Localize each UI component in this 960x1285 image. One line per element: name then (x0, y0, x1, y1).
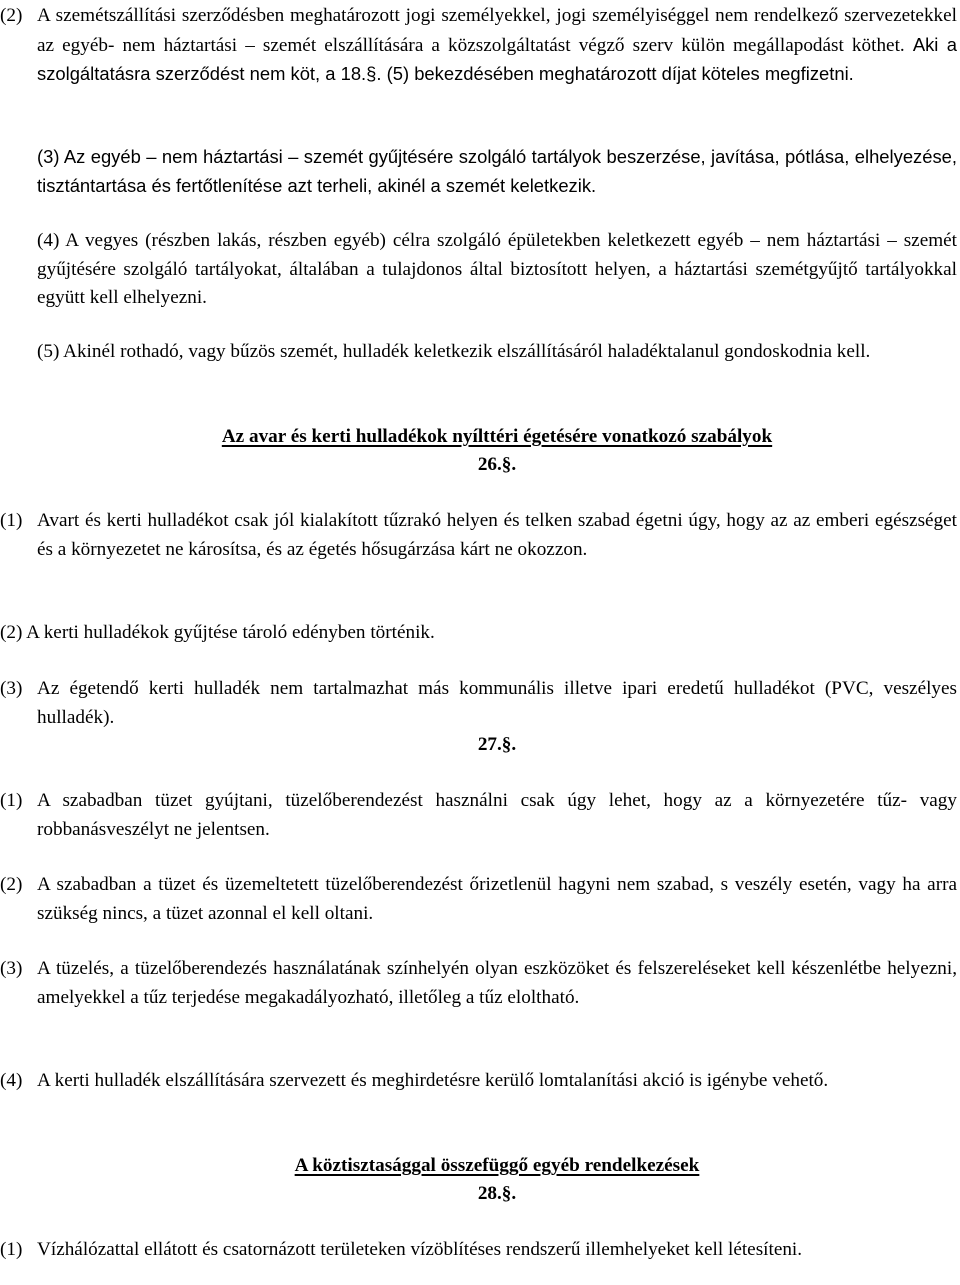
paragraph-label: (1) (0, 1239, 23, 1260)
paragraph-text-sans: Aki a szolgáltatásra szerződést nem köt, a 18.§. (5) bekezdésében meghatározott díjat köteles megfizetni. (37, 33, 958, 84)
paragraph-26-1 (0, 507, 957, 564)
paragraph-27-1 (0, 787, 957, 844)
paragraph-25-3: (3) Az egyéb – nem háztartási – szemét gyűjtésére szolgáló tartályok beszerzése, javítása, pótlása, elhelyezése, tisztántartása és fertőtlenítése azt terheli, akinél a szemét keletkezik. (37, 146, 957, 196)
paragraph-text: A szabadban tüzet gyújtani, tüzelőberendezést használni csak úgy lehet, hogy az a környezetére tűz- vagy robbanásveszélyt ne jelentsen. (37, 790, 957, 840)
paragraph-label: (2) (0, 5, 23, 26)
paragraph-27-4 (0, 1067, 957, 1096)
paragraph-25-5: (5) Akinél rothadó, vagy bűzös szemét, hulladék keletkezik elszállításáról haladéktalanul gondoskodnia kell. (37, 341, 871, 362)
section-number-28: 28.§. (477, 1183, 517, 1204)
paragraph-text: A kerti hulladék elszállítására szervezett és meghirdetésre kerülő lomtalanítási akció is igénybe vehető. (37, 1070, 829, 1091)
paragraph-26-3 (0, 675, 957, 732)
paragraph-text: A szemétszállítási szerződésben meghatározott jogi személyekkel, jogi személyiséggel nem rendelkező szervezetekkel az egyéb- nem háztartási – szemét elszállítására a közszolgáltatást végző szerv külön megállapodást köthet. (37, 5, 957, 56)
paragraph-28-1 (0, 1236, 957, 1265)
paragraph-text: Avart és kerti hulladékot csak jól kialakított tűzrakó helyen és telken szabad égetni úgy, hogy az az emberi egészséget és a környezetet ne károsítsa, és az égetés hősugárzása kárt ne okozzon. (37, 510, 957, 560)
paragraph-label: (1) (0, 510, 23, 531)
paragraph-label: (3) (0, 958, 23, 979)
paragraph-25-2 (0, 2, 958, 90)
paragraph-label: (3) (0, 678, 23, 699)
paragraph-label: (4) (0, 1070, 23, 1091)
paragraph-26-2: (2) A kerti hulladékok gyűjtése tároló edényben történik. (0, 622, 435, 643)
paragraph-25-4: (4) A vegyes (részben lakás, részben egyéb) célra szolgáló épületekben keletkezett egyéb – nem háztartási – szemét gyűjtésére szolgáló tartályokat, általában a tulajdonos által biztosított helyen, a háztartási szemétgyűjtő tartályokkal együtt kell elhelyezni. (37, 230, 957, 308)
paragraph-label: (2) (0, 874, 23, 895)
section-heading-burning: Az avar és kerti hulladékok nyílttéri égetésére vonatkozó szabályok (221, 426, 773, 447)
paragraph-text: A szabadban a tüzet és üzemeltetett tüzelőberendezést őrizetlenül hagyni nem szabad, s veszély esetén, vagy ha arra szükség nincs, a tüzet azonnal el kell oltani. (37, 874, 957, 924)
section-number-26: 26.§. (477, 454, 517, 475)
paragraph-text: A tüzelés, a tüzelőberendezés használatának színhelyén olyan eszközöket és felszereléseket kell készenlétbe helyezni, amelyekkel a tűz terjedése megakadályozható, illetőleg a tűz eloltható. (37, 958, 957, 1008)
paragraph-text: Az égetendő kerti hulladék nem tartalmazhat más kommunális illetve ipari eredetű hulladékot (PVC, veszélyes hulladék). (37, 678, 957, 728)
paragraph-27-2 (0, 871, 957, 928)
paragraph-label: (1) (0, 790, 23, 811)
paragraph-27-3 (0, 955, 957, 1012)
section-number-27: 27.§. (477, 734, 517, 755)
section-heading-cleanliness: A köztisztasággal összefüggő egyéb rendelkezések (294, 1155, 700, 1176)
paragraph-text: Vízhálózattal ellátott és csatornázott területeken vízöblítéses rendszerű illemhelyeket kell létesíteni. (37, 1239, 803, 1260)
